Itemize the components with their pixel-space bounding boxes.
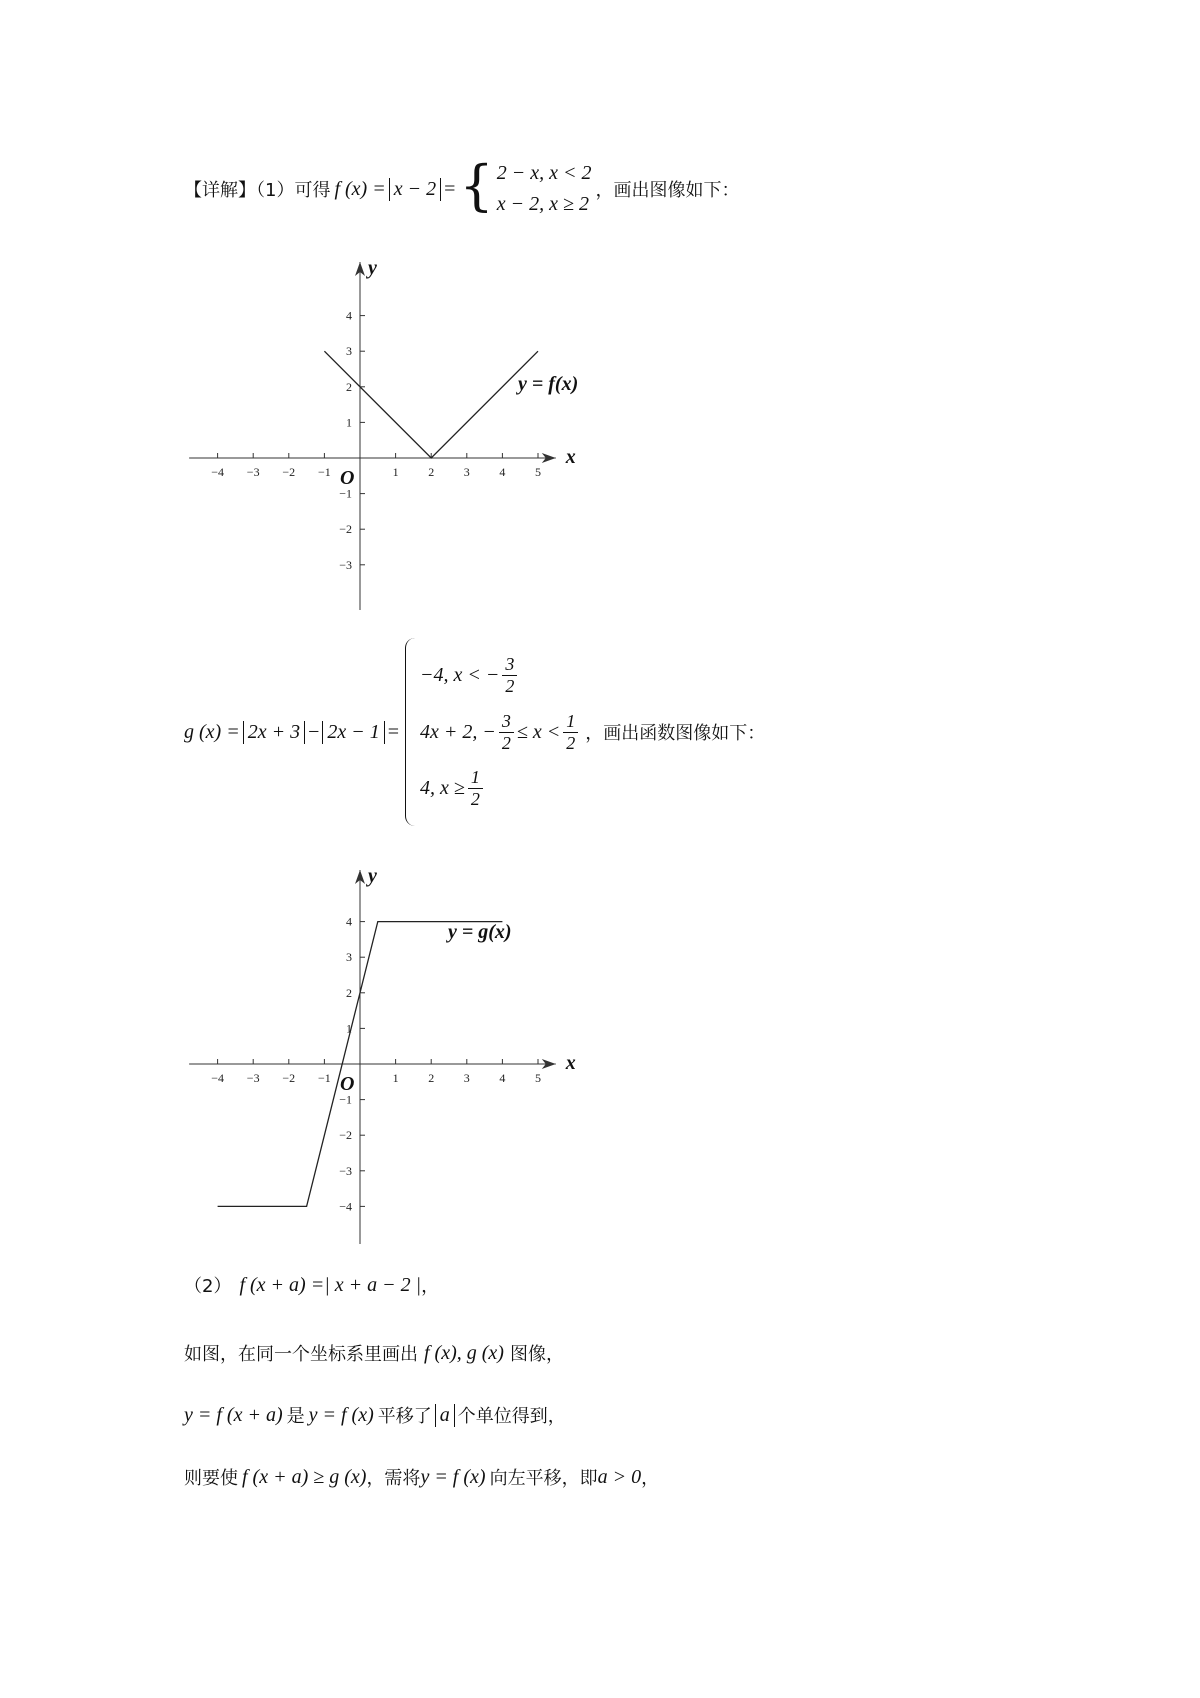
- x-tick-label: −3: [246, 465, 260, 479]
- g-case-3: [420, 767, 581, 809]
- series-line: [324, 351, 538, 458]
- y-tick-label: 3: [346, 950, 352, 965]
- f-def-lhs: f (x) =: [334, 177, 386, 200]
- y-tick-label: −1: [339, 1092, 352, 1107]
- y-tick-label: 2: [346, 985, 352, 1000]
- frac-num: 1: [468, 767, 483, 789]
- q1-f-definition: [184, 156, 739, 222]
- x-tick-label: −4: [211, 465, 224, 479]
- g-def-lhs: g (x) =: [184, 720, 240, 743]
- q2-line4-suffix: ，: [641, 1468, 660, 1489]
- y-tick-label: 1: [346, 1021, 352, 1036]
- graph-g-axes: [189, 865, 576, 1244]
- g-case-1: [420, 654, 581, 696]
- q2-line4-math2: y = f (x): [420, 1465, 486, 1488]
- curve-label: y = f(x): [518, 373, 579, 395]
- g-minus: −: [308, 720, 320, 743]
- x-tick-label: −4: [211, 1071, 224, 1085]
- g-case-2-text: 4x + 2, −: [420, 720, 496, 743]
- x-tick-label: 3: [463, 1071, 470, 1085]
- x-tick-label: −1: [318, 465, 331, 479]
- f-case-2: x − 2, x ≥ 2: [496, 193, 589, 215]
- f-abs-expression: x − 2: [389, 178, 441, 201]
- q2-line4-mid2: 向左平移，即: [489, 1468, 598, 1489]
- x-tick-label: 5: [535, 1071, 541, 1085]
- q2-line-1: [184, 1272, 439, 1298]
- x-tick-label: −2: [282, 1071, 296, 1085]
- fraction-1-2: [563, 711, 578, 753]
- fraction-3-2: [499, 711, 514, 753]
- g-case-2: [420, 711, 581, 753]
- g-suffix: ，画出函数图像如下：: [585, 723, 766, 744]
- f-suffix: ，画出图像如下：: [595, 180, 740, 201]
- q2-line-3: [184, 1402, 566, 1428]
- frac-den: 2: [566, 732, 576, 753]
- fraction-1-2: [468, 767, 483, 809]
- left-brace: {: [459, 154, 494, 217]
- x-tick-label: 4: [499, 465, 506, 479]
- origin-label: O: [340, 1073, 355, 1095]
- f-cases: [497, 162, 592, 216]
- g-left-brace: [405, 638, 416, 826]
- y-tick-label: 1: [346, 415, 352, 430]
- g-case-2-mid: ≤ x <: [516, 720, 561, 743]
- x-tick-label: 1: [392, 1071, 399, 1085]
- q1-g-definition: [184, 632, 765, 832]
- x-tick-label: −2: [282, 465, 296, 479]
- x-tick-label: −1: [318, 1071, 331, 1085]
- graph-g: [180, 858, 600, 1244]
- q2-line3-math1: y = f (x + a): [184, 1403, 283, 1426]
- q2-prefix: （2）: [184, 1276, 232, 1297]
- q2-line2-suffix: 图像，: [509, 1344, 564, 1365]
- q2-line4-prefix: 则要使: [184, 1468, 238, 1489]
- q2-line-2: [184, 1340, 564, 1366]
- x-tick-label: 1: [392, 465, 399, 479]
- equals-sign: =: [444, 177, 456, 200]
- frac-num: 3: [502, 654, 517, 676]
- g-abs-1: 2x + 3: [243, 721, 305, 744]
- frac-den: 2: [470, 788, 480, 809]
- x-tick-label: 3: [463, 465, 470, 479]
- x-axis-label: x: [565, 1052, 576, 1074]
- g-equals-sign: =: [387, 720, 400, 743]
- y-tick-label: −3: [339, 557, 352, 572]
- q2-line4-math3: a > 0: [597, 1465, 642, 1488]
- x-axis-label: x: [565, 446, 576, 468]
- curve-label: y = g(x): [448, 921, 512, 943]
- y-tick-label: −4: [339, 1199, 352, 1214]
- graph-f-axes: [189, 257, 578, 610]
- q2-line2-math: f (x), g (x): [424, 1341, 504, 1364]
- g-cases: [420, 654, 581, 809]
- q2-line3-math2: y = f (x): [308, 1403, 374, 1426]
- y-tick-label: 2: [346, 379, 352, 394]
- origin-label: O: [340, 467, 355, 489]
- y-tick-label: 3: [346, 344, 352, 359]
- y-axis-label: y: [368, 865, 377, 887]
- y-axis-label: y: [368, 257, 377, 279]
- x-tick-label: 4: [499, 1071, 506, 1085]
- y-tick-label: 4: [346, 308, 352, 323]
- g-case-3-text: 4, x ≥: [420, 776, 465, 799]
- q2-abs-a: a: [435, 1404, 455, 1427]
- q2-line1-math: f (x + a) =| x + a − 2 |: [239, 1273, 422, 1296]
- y-tick-label: 4: [346, 914, 352, 929]
- graph-f: [180, 250, 600, 610]
- x-tick-label: −3: [246, 1071, 260, 1085]
- fraction-3-2: [502, 654, 517, 696]
- frac-num: 3: [499, 711, 514, 733]
- g-abs-2: 2x − 1: [322, 721, 384, 744]
- f-case-1: 2 − x, x < 2: [496, 162, 592, 184]
- frac-num: 1: [563, 711, 578, 733]
- q2-line1-suffix: ，: [421, 1276, 440, 1297]
- frac-den: 2: [501, 732, 511, 753]
- g-case-1-text: −4, x < −: [420, 664, 500, 687]
- y-tick-label: −2: [339, 522, 352, 537]
- y-tick-label: −1: [339, 486, 352, 501]
- x-tick-label: 5: [535, 465, 541, 479]
- q1-prefix: 【详解】（1）可得: [184, 180, 331, 201]
- q2-line3-suffix: 个单位得到，: [457, 1406, 566, 1427]
- frac-den: 2: [505, 676, 515, 697]
- q2-line3-is: 是: [286, 1406, 305, 1427]
- q2-line2-prefix: 如图，在同一个坐标系里画出: [184, 1344, 418, 1365]
- x-tick-label: 2: [428, 465, 435, 479]
- q2-line3-mid: 平移了: [377, 1406, 432, 1427]
- q2-line4-mid1: ，需将: [366, 1468, 421, 1489]
- q2-line-4: [184, 1464, 659, 1490]
- x-tick-label: 2: [428, 1071, 435, 1085]
- y-tick-label: −2: [339, 1128, 352, 1143]
- q2-line4-math1: f (x + a) ≥ g (x): [242, 1465, 367, 1488]
- y-tick-label: −3: [339, 1163, 352, 1178]
